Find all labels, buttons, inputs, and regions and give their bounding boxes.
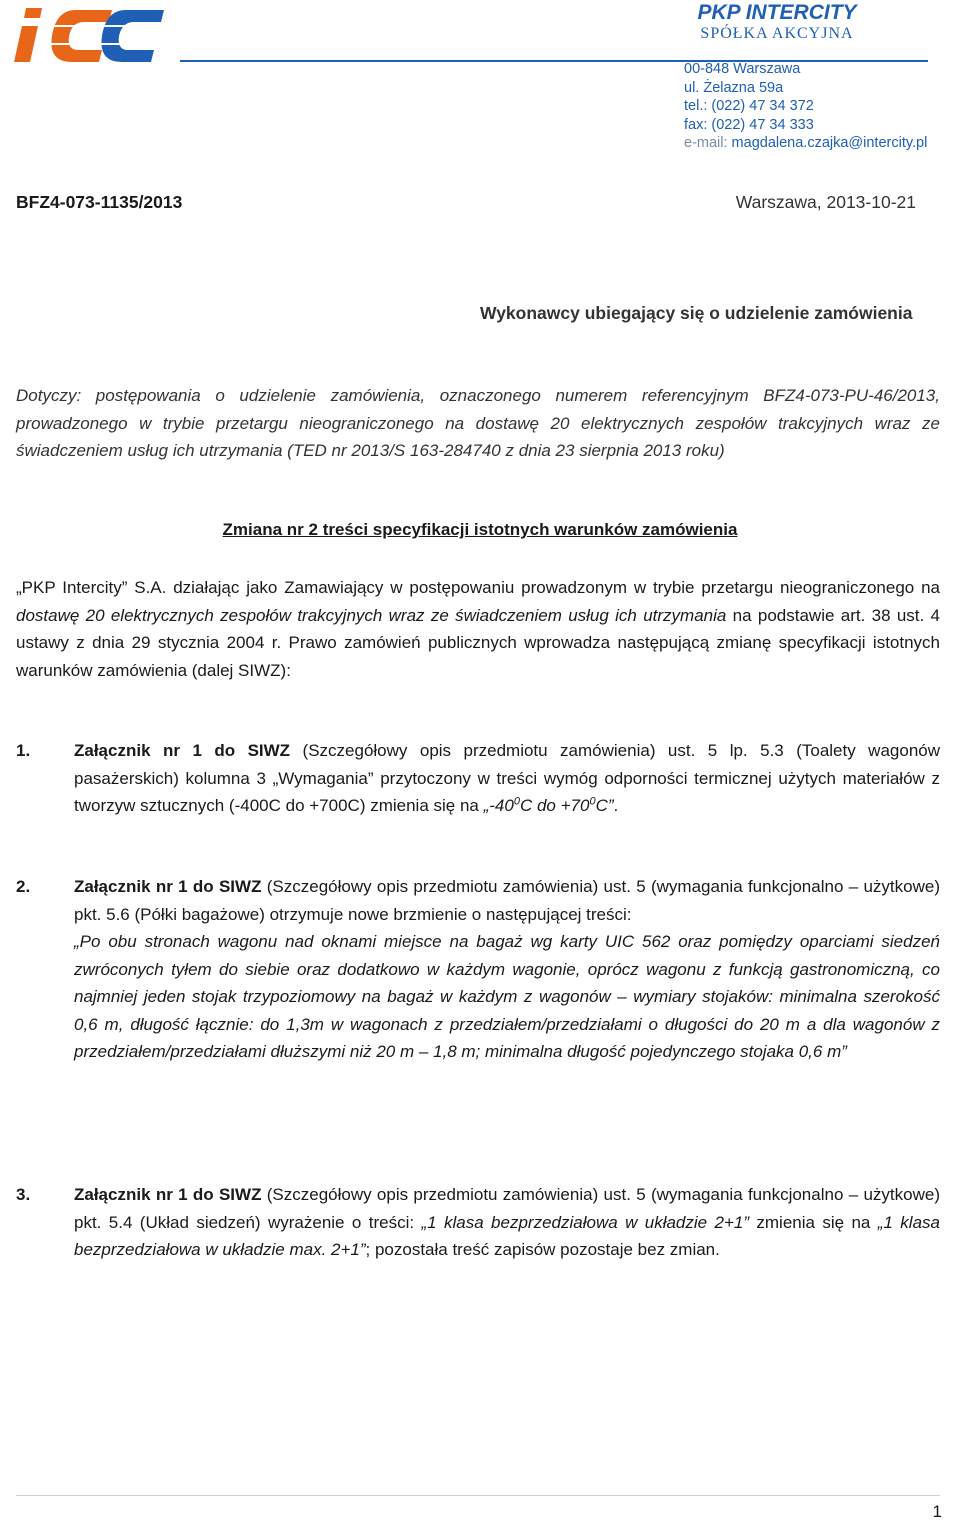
item-mid: zmienia się na bbox=[749, 1212, 878, 1232]
company-legal-form: SPÓŁKA AKCYJNA bbox=[700, 25, 854, 42]
logo bbox=[14, 4, 174, 62]
company-block bbox=[672, 2, 882, 44]
change-title: Zmiana nr 2 treści specyfikacji istotnych warunków zamówienia bbox=[222, 520, 738, 539]
item-old-value: „1 klasa bezprzedziałowa w układzie 2+1” bbox=[421, 1212, 749, 1232]
item-sup-b: 0 bbox=[589, 795, 596, 808]
address-fax: fax: (022) 47 34 333 bbox=[684, 116, 814, 133]
change-item-2 bbox=[16, 873, 940, 1066]
item-text bbox=[74, 1181, 940, 1264]
recipient: Wykonawcy ubiegający się o udzielenie zamówienia bbox=[480, 303, 913, 323]
reference-number: BFZ4-073-1135/2013 bbox=[16, 192, 183, 212]
item-body: (Szczegółowy opis przedmiotu zamówienia) ust. 5 (wymagania funkcjonalno – użytkowe) pkt. 5.6 (Półki bagażowe) otrzymuje nowe brzmienie o następującej treści: bbox=[74, 877, 940, 924]
item-number: 3. bbox=[16, 1185, 31, 1204]
intro-part3: na podstawie art. 38 ust. 4 ustawy z dnia 29 stycznia 2004 r. Prawo zamówień publicznych wprowadza następującą zmianę specyfikacji istotnych warunków zamówienia (dalej SIWZ): bbox=[16, 605, 940, 680]
place-date: Warszawa, 2013-10-21 bbox=[735, 192, 916, 212]
item-tail: ; pozostała treść zapisów pozostaje bez zmian. bbox=[365, 1240, 720, 1259]
item-new-value-c: C” bbox=[595, 796, 614, 815]
item-text bbox=[74, 737, 940, 820]
email-link[interactable]: magdalena.czajka@intercity.pl bbox=[731, 135, 928, 151]
item-body: (Szczegółowy opis przedmiotu zamówienia) ust. 5 (wymagania funkcjonalno – użytkowe) pkt. 5.4 (Układ siedzeń) wyrażenie o treści: bbox=[74, 1185, 940, 1232]
change-item-1 bbox=[16, 737, 940, 820]
company-name: PKP INTERCITY bbox=[697, 1, 857, 24]
item-quote: „Po obu stronach wagonu nad oknami miejsce na bagaż wg karty UIC 562 oraz pomiędzy oparciami siedzeń zwróconych tyłem do siebie oraz dodatkowo w każdym wagonie, oprócz wagonu z funkcją gastronomiczną, co najmniej jeden stojak trzypoziomowy na bagaż w każdym z wagonów – wymiary stojaków: minimalna szerokość 0,6 m, długość łącznie: do 1,3m w wagonach z przedziałem/przedziałami o długości do 20 m a dla wagonów z przedziałem/przedziałami dłuższymi niż 20 m – 1,8 m; minimalna długość pojedynczego stojaka 0,6 m” bbox=[74, 932, 940, 1061]
item-number: 1. bbox=[16, 741, 31, 760]
page-number: 1 bbox=[932, 1502, 942, 1521]
email-label: e-mail: bbox=[684, 135, 732, 151]
address-email-line bbox=[684, 134, 927, 153]
address-street: ul. Żelazna 59a bbox=[684, 79, 784, 96]
item-attachment-ref: Załącznik nr 1 do SIWZ bbox=[74, 877, 262, 896]
intro-part2: dostawę 20 elektrycznych zespołów trakcyjnych wraz ze świadczeniem usług ich utrzymania bbox=[16, 605, 727, 625]
item-number: 2. bbox=[16, 877, 31, 896]
intro-paragraph bbox=[16, 574, 940, 684]
address-city: 00-848 Warszawa bbox=[684, 61, 801, 77]
change-item-3 bbox=[16, 1181, 940, 1264]
ic-logo-graphic bbox=[14, 4, 174, 62]
intro-part1: „PKP Intercity” S.A. działając jako Zamawiający w postępowaniu prowadzonym w trybie przetargu nieograniczonego na bbox=[16, 578, 940, 597]
item-new-value-a: „-40 bbox=[483, 796, 514, 815]
item-new-value-b: C do +70 bbox=[519, 796, 590, 815]
subject-paragraph: Dotyczy: postępowania o udzielenie zamówienia, oznaczonego numerem referencyjnym BFZ4-073-PU-46/2013, prowadzonego w trybie przetargu nieograniczonego na dostawę 20 elektrycznych zespołów trakcyjnych wraz ze świadczeniem usług ich utrzymania (TED nr 2013/S 163-284740 z dnia 23 sierpnia 2013 roku) bbox=[16, 386, 940, 460]
item-attachment-ref: Załącznik nr 1 do SIWZ bbox=[74, 1185, 262, 1204]
item-new-value: „1 klasa bezprzedziałowa w układzie max. 2+1” bbox=[74, 1212, 940, 1259]
item-text bbox=[74, 873, 940, 928]
item-attachment-ref: Załącznik nr 1 do SIWZ bbox=[74, 741, 291, 760]
item-sup-a: 0 bbox=[513, 795, 520, 808]
footer-divider bbox=[16, 1495, 940, 1496]
item-tail: . bbox=[613, 796, 619, 815]
reference-row bbox=[16, 192, 916, 216]
address-tel: tel.: (022) 47 34 372 bbox=[684, 98, 814, 114]
item-body: (Szczegółowy opis przedmiotu zamówienia) ust. 5 lp. 5.3 (Toalety wagonów pasażerskich) kolumna 3 „Wymagania” przytoczony w treści wymóg odporności termicznej użytych materiałów z tworzyw sztucznych (-400C do +700C) zmienia się na bbox=[74, 741, 941, 815]
company-address bbox=[684, 60, 927, 153]
